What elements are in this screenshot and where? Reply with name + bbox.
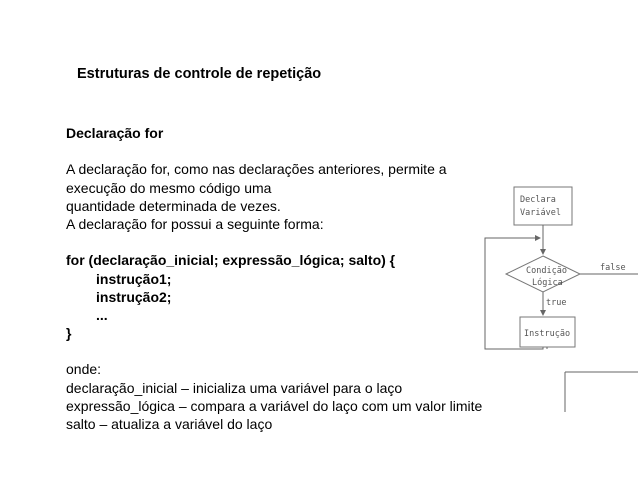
paragraph-line: execução do mesmo código uma: [66, 179, 272, 196]
for-loop-flowchart: [480, 182, 638, 412]
onde-item: salto – atualiza a variável do laço: [66, 416, 273, 432]
true-label: true: [546, 298, 567, 308]
instrucao-label: Instrução: [524, 329, 571, 339]
false-label: false: [600, 263, 626, 273]
onde-item: expressão_lógica – compara a variável do laço com um valor limite: [66, 397, 483, 414]
code-line: }: [66, 325, 72, 342]
condicao-label: Condição: [526, 266, 567, 276]
paragraph-line: A declaração for possui a seguinte forma:: [66, 215, 324, 232]
onde-item: declaração_inicial – inicializa uma variável para o laço: [66, 379, 403, 396]
page-title: Estruturas de controle de repetição: [77, 66, 322, 82]
spacer: [66, 233, 482, 251]
variavel-label: Variável: [520, 208, 561, 218]
paragraph-line: quantidade determinada de vezes.: [66, 197, 281, 214]
spacer: [66, 342, 482, 360]
paragraph-line: A declaração for, como nas declarações anteriores, permite a: [66, 161, 447, 178]
onde-label: onde:: [66, 361, 102, 378]
declara-variavel-box: [514, 187, 572, 225]
logica-label: Lógica: [532, 278, 563, 288]
section-heading: Declaração for: [66, 125, 164, 141]
code-line: instrução2;: [96, 288, 172, 305]
code-line: for (declaração_inicial; expressão_lógica; salto) {: [66, 252, 396, 269]
slide-content: [66, 124, 482, 433]
spacer: [66, 142, 482, 160]
code-line: ...: [96, 306, 108, 323]
code-line: instrução1;: [96, 270, 172, 287]
declara-label: Declara: [520, 195, 556, 205]
